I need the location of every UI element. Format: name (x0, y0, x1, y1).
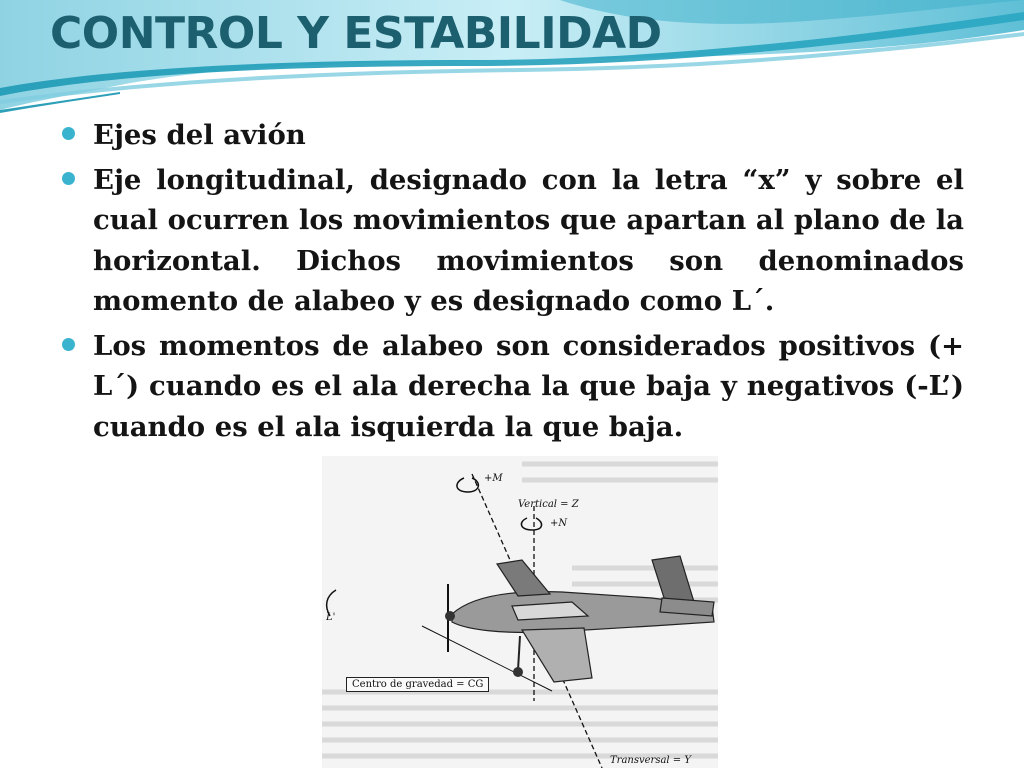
bullet-item (62, 326, 964, 448)
l-prime-label: L' (326, 612, 336, 623)
bullet-icon (62, 338, 75, 351)
aircraft-axes-figure (322, 456, 718, 768)
bullet-icon (62, 172, 75, 185)
bullet-text: Los momentos de alabeo son considerados positivos (+ L´) cuando es el ala derecha la que baja y negativos (-L’) cuando es el ala isquierda la que baja. (93, 329, 964, 443)
vertical-axis-label: Vertical = Z (518, 499, 579, 510)
bullet-item (62, 160, 964, 322)
slide-title: CONTROL Y ESTABILIDAD (50, 8, 662, 59)
transversal-axis-label: Transversal = Y (610, 755, 691, 766)
plus-m-label: +M (484, 473, 503, 484)
bullet-list (62, 115, 964, 451)
cg-label: Centro de gravedad = CG (346, 677, 489, 692)
bullet-item (62, 115, 964, 156)
bullet-text: Eje longitudinal, designado con la letra “x” y sobre el cual ocurren los movimientos que apartan al plano de la horizontal. Dichos movimientos son denominados momento de alabeo y es designado como L´. (93, 163, 964, 317)
plus-n-label: +N (550, 518, 568, 529)
bullet-icon (62, 127, 75, 140)
bullet-text: Ejes del avión (93, 119, 306, 151)
